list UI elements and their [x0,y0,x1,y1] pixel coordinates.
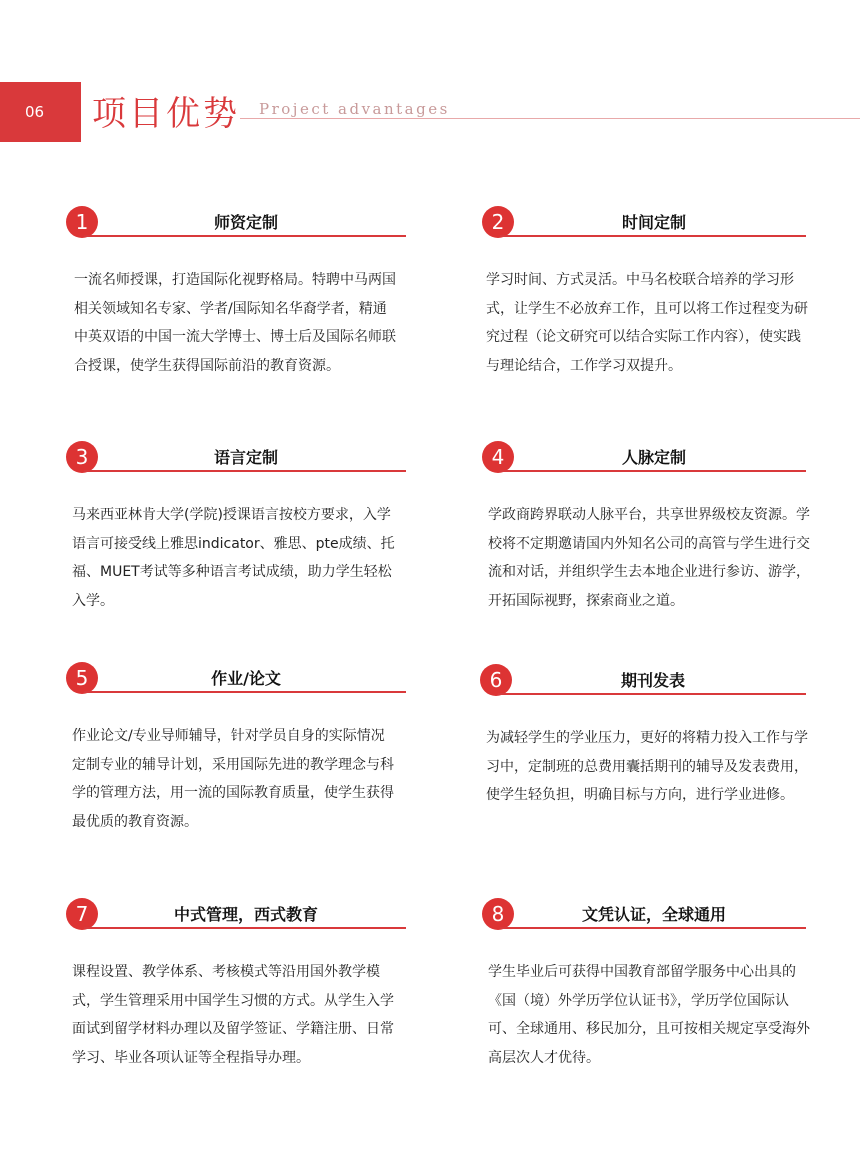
title-underline [84,235,406,237]
page-number-badge [0,82,81,142]
page-title: 项目优势 [92,94,240,134]
item-title: 人脉定制 [621,448,686,467]
number-badge: 3 [66,441,98,473]
title-underline [84,691,406,693]
number-badge: 5 [66,662,98,694]
title-underline [498,693,806,695]
title-underline [500,235,806,237]
item-title: 中式管理，西式教育 [173,905,318,924]
item-body: 学习时间、方式灵活。中马名校联合培养的学习形式，让学生不必放弃工作，且可以将工作过程变为研究过程（论文研究可以结合实际工作内容），使实践与理论结合，工作学习双提升。 [486,272,808,374]
advantage-item-5 [66,662,406,836]
advantage-item-6 [480,664,806,810]
advantage-item-1 [66,206,406,380]
item-body: 为减轻学生的学业压力，更好的将精力投入工作与学习中，定制班的总费用囊括期刊的辅导及发表费用，使学生轻负担，明确目标与方向，进行学业进修。 [486,730,808,803]
number-badge: 8 [482,898,514,930]
item-body: 作业论文/专业导师辅导，针对学员自身的实际情况定制专业的辅导计划，采用国际先进的教学理念与科学的管理方法，用一流的国际教育质量，使学生获得最优质的教育资源。 [72,728,394,830]
advantage-item-7 [66,898,406,1072]
number-badge: 1 [66,206,98,238]
title-underline [500,927,806,929]
item-body: 马来西亚林肯大学(学院)授课语言按校方要求，入学语言可接受线上雅思indicator、雅思、pte成绩、托福、MUET考试等多种语言考试成绩，助力学生轻松入学。 [72,507,395,609]
number-badge: 2 [482,206,514,238]
item-body: 学生毕业后可获得中国教育部留学服务中心出具的《国（境）外学历学位认证书》，学历学位国际认可、全球通用、移民加分，且可按相关规定享受海外高层次人才优待。 [488,964,810,1066]
item-title: 作业/论文 [211,669,281,688]
advantage-item-4 [482,441,810,615]
advantage-item-8 [482,898,810,1072]
item-title: 语言定制 [213,448,278,467]
item-body: 课程设置、教学体系、考核模式等沿用国外教学模式，学生管理采用中国学生习惯的方式。从学生入学面试到留学材料办理以及留学签证、学籍注册、日常学习、毕业各项认证等全程指导办理。 [72,964,394,1066]
advantage-item-3 [66,441,406,615]
number-badge: 4 [482,441,514,473]
page-subtitle: Project advantages [259,100,450,118]
item-title: 师资定制 [213,213,278,232]
title-underline [84,927,406,929]
item-title: 时间定制 [621,213,686,232]
item-title: 文凭认证，全球通用 [581,905,726,924]
page-number: 06 [24,103,45,121]
number-badge: 7 [66,898,98,930]
title-underline [500,470,806,472]
item-body: 学政商跨界联动人脉平台，共享世界级校友资源。学校将不定期邀请国内外知名公司的高管与学生进行交流和对话，并组织学生去本地企业进行参访、游学，开拓国际视野，探索商业之道。 [488,507,810,609]
title-underline [84,470,406,472]
item-body: 一流名师授课，打造国际化视野格局。特聘中马两国相关领域知名专家、学者/国际知名华裔学者，精通中英双语的中国一流大学博士、博士后及国际名师联合授课，使学生获得国际前沿的教育资源。 [74,272,396,374]
header-divider [240,118,860,119]
number-badge: 6 [480,664,512,696]
item-title: 期刊发表 [620,671,685,690]
advantage-item-2 [482,206,806,380]
